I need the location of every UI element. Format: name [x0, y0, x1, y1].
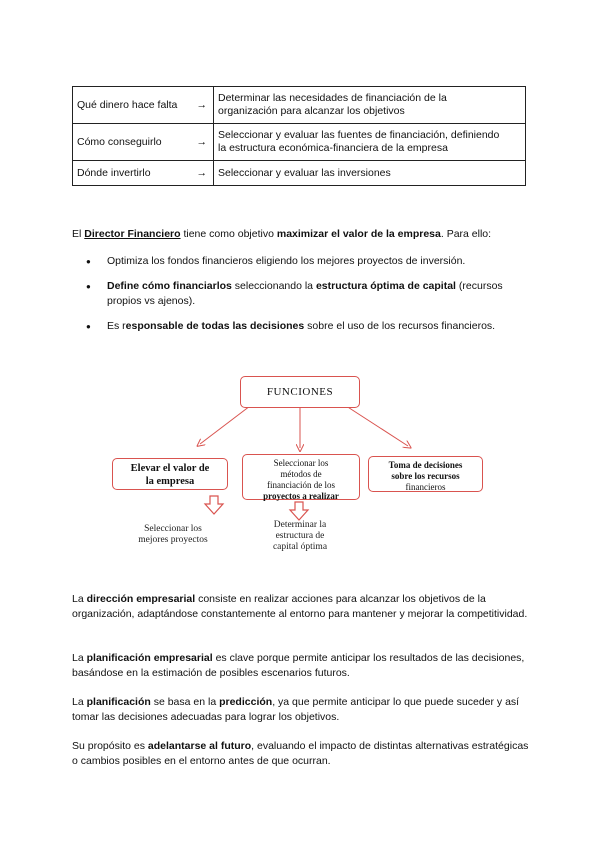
bullet-text: seleccionando la: [231, 280, 316, 292]
para-bold: adelantarse al futuro: [147, 740, 252, 752]
intro-suffix: . Para ello:: [440, 228, 492, 240]
paragraph-purpose: [72, 739, 532, 769]
down-arrow-icon: [205, 496, 223, 514]
bullet-text: (recursos propios vs ajenos).: [107, 280, 503, 307]
sub-text-line: capital óptima: [272, 542, 328, 552]
box-text-line: métodos de: [280, 469, 322, 479]
list-item: [72, 319, 530, 334]
financing-methods-box: [242, 454, 360, 500]
para-bold: dirección empresarial: [86, 593, 196, 605]
intro-role: Director Financiero: [84, 228, 181, 240]
functions-box: FUNCIONES: [240, 376, 360, 408]
table-question-cell: [73, 87, 214, 124]
intro-prefix: El: [72, 228, 85, 240]
para-text: La: [72, 696, 87, 708]
table-question-cell: [73, 124, 214, 161]
para-text: es clave porque permite anticipar los resultados de las decisiones, basándose en la estimación de posibles escenarios futuros.: [72, 652, 525, 679]
box-text-line: Toma de decisiones: [388, 460, 463, 470]
table-row: [73, 124, 526, 161]
decision-making-box: [368, 456, 483, 492]
arrow-right-icon: →: [196, 166, 207, 179]
box-text-line: financiación de los: [267, 480, 335, 490]
sub-text-line: Determinar la: [273, 520, 327, 530]
capital-structure-label: [248, 520, 352, 553]
box-text-line: Elevar el valor de: [130, 463, 210, 474]
list-item: [72, 279, 530, 309]
select-projects-label: [118, 524, 228, 546]
paragraph-business-planning: [72, 651, 532, 681]
question-text: Cómo conseguirlo: [77, 135, 162, 148]
box-text-line: proyectos a realizar: [263, 491, 339, 501]
box-text-line: Seleccionar los: [273, 458, 329, 468]
intro-paragraph: [72, 227, 532, 242]
intro-middle: tiene como objetivo: [180, 228, 277, 240]
bullet-bold: estructura óptima de capital: [315, 280, 456, 292]
bullet-text: sobre el uso de los recursos financieros.: [304, 320, 496, 332]
bullet-bold: Define cómo financiarlos: [107, 280, 232, 292]
answer-text-line: Seleccionar y evaluar las fuentes de financiación, definiendo: [218, 129, 500, 141]
list-item: [72, 254, 530, 269]
table-question-cell: [73, 161, 214, 186]
para-text: La: [72, 652, 87, 664]
paragraph-business-management: [72, 592, 532, 622]
table-answer-cell: [214, 124, 526, 161]
box-text-line: sobre los recursos: [391, 471, 460, 481]
bullet-text: Optimiza los fondos financieros eligiendo los mejores proyectos de inversión.: [107, 255, 466, 267]
increase-value-box: [112, 458, 228, 490]
sub-text-line: estructura de: [275, 531, 325, 541]
table-row: [73, 161, 526, 186]
para-bold: planificación: [86, 696, 151, 708]
sub-text-line: mejores proyectos: [138, 535, 208, 545]
bullet-text: Es r: [107, 320, 126, 332]
answer-text-line: la estructura económica-financiera de la empresa: [218, 142, 448, 154]
answer-text-line: Determinar las necesidades de financiación de la: [218, 92, 447, 104]
intro-goal: maximizar el valor de la empresa: [276, 228, 441, 240]
question-text: Qué dinero hace falta: [77, 98, 178, 111]
table-answer-cell: [214, 87, 526, 124]
para-text: consiste en realizar acciones para alcanzar los objetivos de la organización, adaptándose constantemente al entorno para mantener y mejorar la competitividad.: [72, 593, 528, 620]
question-text: Dónde invertirlo: [77, 166, 151, 179]
box-text-line: financieros: [405, 482, 446, 492]
para-bold: predicción: [219, 696, 273, 708]
arrow-right-icon: →: [196, 98, 207, 111]
sub-text-line: Seleccionar los: [144, 524, 202, 534]
para-text: , evaluando el impacto de distintas alternativas estratégicas o cambios posibles en el entorno antes de que ocurran.: [72, 740, 529, 767]
para-text: Su propósito es: [72, 740, 148, 752]
bullet-list: [72, 254, 530, 344]
para-bold: planificación empresarial: [86, 652, 213, 664]
connector-right: [340, 402, 408, 446]
para-text: La: [72, 593, 87, 605]
arrow-right-icon: →: [196, 135, 207, 148]
down-arrow-icon: [290, 502, 308, 520]
para-text: , ya que permite anticipar lo que puede suceder y así tomar las decisiones adecuadas para lograr los objetivos.: [72, 696, 520, 723]
financing-table: [72, 86, 526, 186]
table-answer-cell: [214, 161, 526, 186]
box-text-line: la empresa: [145, 476, 195, 487]
functions-diagram: [100, 370, 500, 570]
connector-left: [200, 406, 250, 444]
answer-text-line: Seleccionar y evaluar las inversiones: [218, 166, 391, 179]
bullet-bold: esponsable de todas las decisiones: [125, 320, 305, 332]
para-text: se basa en la: [150, 696, 220, 708]
table-row: [73, 87, 526, 124]
answer-text-line: organización para alcanzar los objetivos: [218, 105, 405, 117]
paragraph-planning-prediction: [72, 695, 532, 725]
